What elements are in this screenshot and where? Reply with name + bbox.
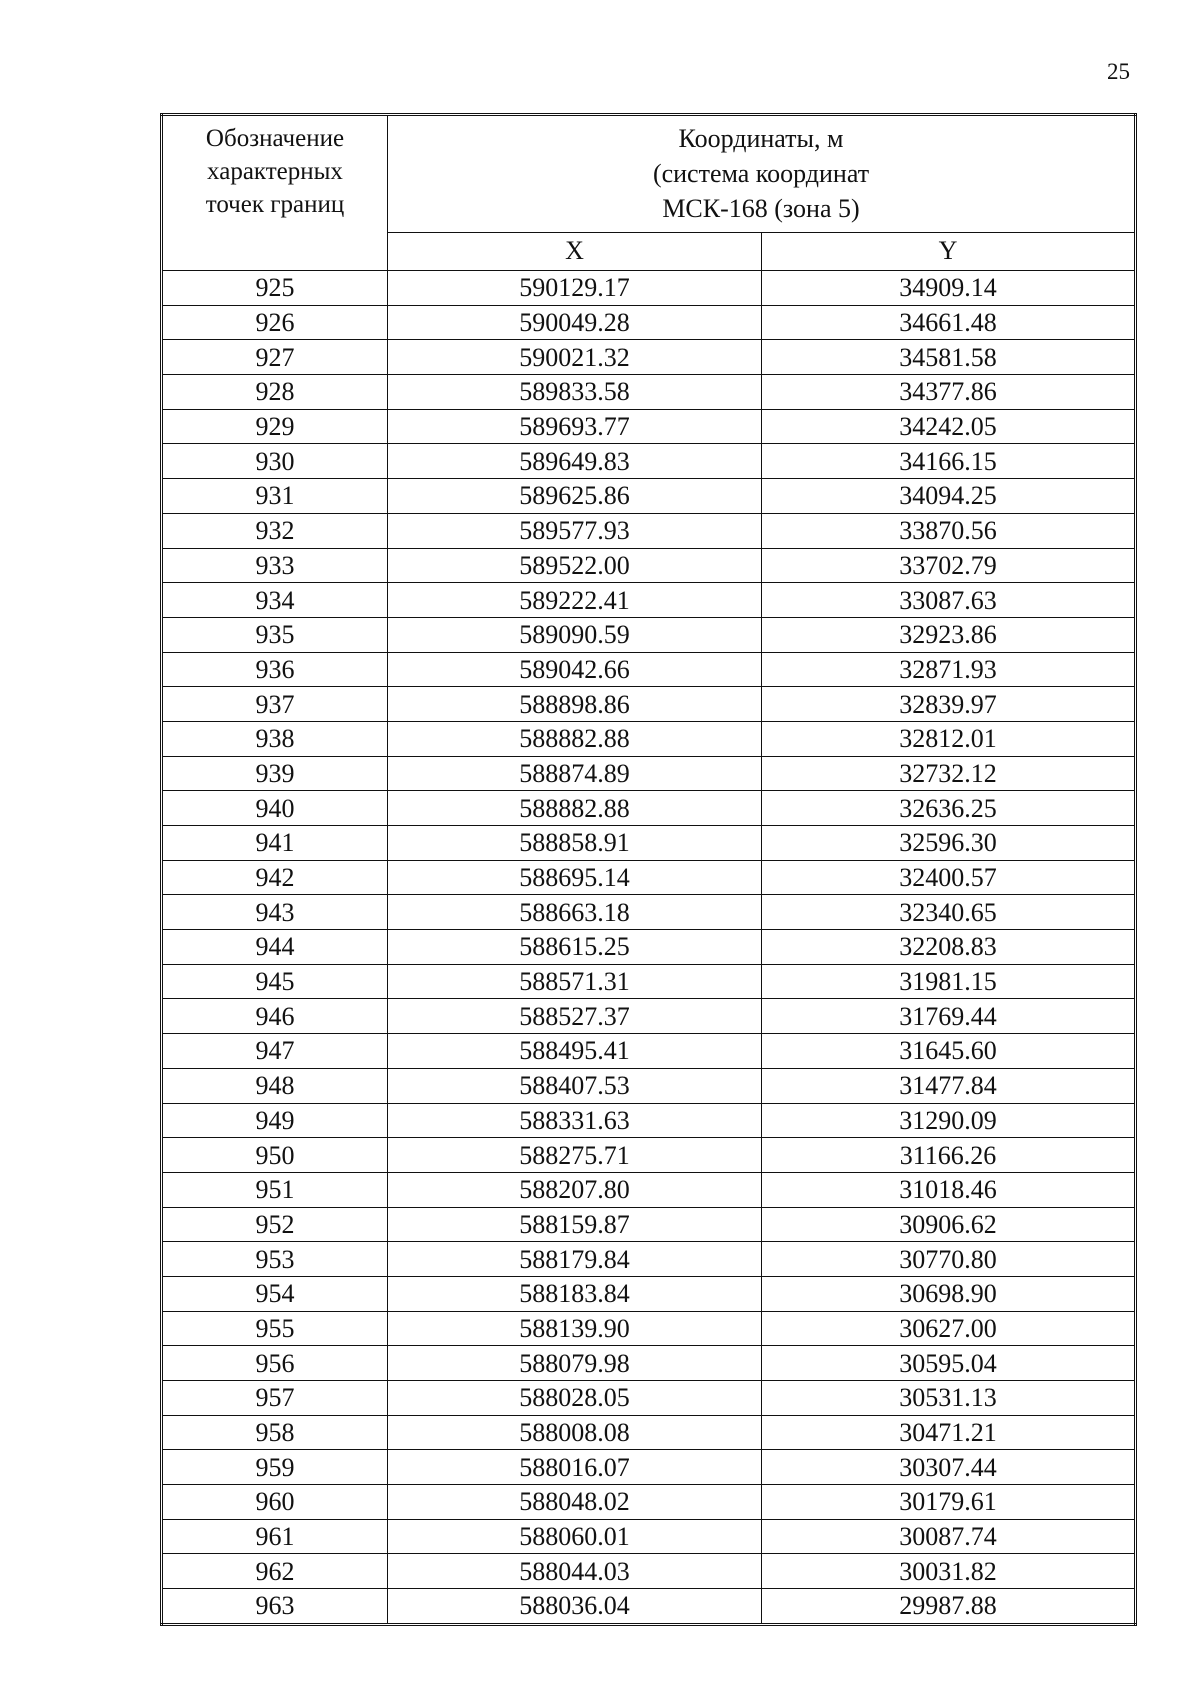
x-coordinate-cell: 588079.98	[388, 1346, 762, 1381]
point-id-cell: 954	[162, 1276, 388, 1311]
y-coordinate-cell: 30627.00	[762, 1311, 1136, 1346]
y-coordinate-cell: 31769.44	[762, 999, 1136, 1034]
x-coordinate-cell: 589693.77	[388, 409, 762, 444]
y-coordinate-cell: 31018.46	[762, 1172, 1136, 1207]
x-coordinate-cell: 589649.83	[388, 444, 762, 479]
y-coordinate-cell: 29987.88	[762, 1589, 1136, 1625]
x-coordinate-cell: 588331.63	[388, 1103, 762, 1138]
y-coordinate-cell: 34909.14	[762, 271, 1136, 306]
table-row	[162, 1276, 1136, 1311]
table-row	[162, 1172, 1136, 1207]
x-coordinate-cell: 588048.02	[388, 1485, 762, 1520]
x-coordinate-cell: 588882.88	[388, 721, 762, 756]
table-row	[162, 721, 1136, 756]
y-coordinate-cell: 30531.13	[762, 1381, 1136, 1416]
y-coordinate-cell: 33870.56	[762, 513, 1136, 548]
x-coordinate-cell: 589090.59	[388, 617, 762, 652]
table-row	[162, 375, 1136, 410]
point-id-cell: 932	[162, 513, 388, 548]
x-coordinate-cell: 588898.86	[388, 687, 762, 722]
point-id-cell: 934	[162, 583, 388, 618]
y-coordinate-cell: 34581.58	[762, 340, 1136, 375]
header-coords-line: Координаты, м	[678, 124, 844, 154]
y-coordinate-cell: 30471.21	[762, 1415, 1136, 1450]
x-coordinate-cell: 588874.89	[388, 756, 762, 791]
table-row	[162, 964, 1136, 999]
point-id-cell: 926	[162, 305, 388, 340]
table-row	[162, 1554, 1136, 1589]
point-id-cell: 944	[162, 930, 388, 965]
table-row	[162, 340, 1136, 375]
point-id-cell: 939	[162, 756, 388, 791]
x-coordinate-cell: 588060.01	[388, 1519, 762, 1554]
table-header	[162, 115, 1136, 271]
header-y: Y	[762, 232, 1136, 270]
point-id-cell: 960	[162, 1485, 388, 1520]
x-coordinate-cell: 588882.88	[388, 791, 762, 826]
table-row	[162, 1381, 1136, 1416]
header-x: X	[388, 232, 762, 270]
y-coordinate-cell: 30087.74	[762, 1519, 1136, 1554]
header-point-line: точек границ	[205, 191, 345, 218]
point-id-cell: 933	[162, 548, 388, 583]
page-number: 25	[1107, 59, 1130, 84]
table-row	[162, 1207, 1136, 1242]
table-row	[162, 617, 1136, 652]
table-row	[162, 583, 1136, 618]
y-coordinate-cell: 30698.90	[762, 1276, 1136, 1311]
y-coordinate-cell: 32839.97	[762, 687, 1136, 722]
x-coordinate-cell: 588695.14	[388, 860, 762, 895]
x-coordinate-cell: 588527.37	[388, 999, 762, 1034]
x-coordinate-cell: 589577.93	[388, 513, 762, 548]
point-id-cell: 945	[162, 964, 388, 999]
x-coordinate-cell: 589625.86	[388, 479, 762, 514]
table-row	[162, 687, 1136, 722]
point-id-cell: 937	[162, 687, 388, 722]
table-row	[162, 826, 1136, 861]
x-coordinate-cell: 588207.80	[388, 1172, 762, 1207]
table-row	[162, 1415, 1136, 1450]
x-coordinate-cell: 588663.18	[388, 895, 762, 930]
point-id-cell: 929	[162, 409, 388, 444]
point-id-cell: 925	[162, 271, 388, 306]
y-coordinate-cell: 34166.15	[762, 444, 1136, 479]
point-id-cell: 938	[162, 721, 388, 756]
x-coordinate-cell: 588407.53	[388, 1068, 762, 1103]
y-coordinate-cell: 32208.83	[762, 930, 1136, 965]
x-coordinate-cell: 588183.84	[388, 1276, 762, 1311]
header-coords-line: (система координат	[652, 159, 870, 189]
x-coordinate-cell: 588495.41	[388, 1034, 762, 1069]
table-row	[162, 1311, 1136, 1346]
point-id-cell: 956	[162, 1346, 388, 1381]
point-id-cell: 947	[162, 1034, 388, 1069]
y-coordinate-cell: 32340.65	[762, 895, 1136, 930]
table-body	[162, 271, 1136, 1625]
point-id-cell: 958	[162, 1415, 388, 1450]
x-coordinate-cell: 588615.25	[388, 930, 762, 965]
x-coordinate-cell: 588139.90	[388, 1311, 762, 1346]
table-row	[162, 860, 1136, 895]
y-coordinate-cell: 31290.09	[762, 1103, 1136, 1138]
coordinates-table	[160, 113, 1137, 1626]
point-id-cell: 927	[162, 340, 388, 375]
table-row	[162, 652, 1136, 687]
point-id-cell: 931	[162, 479, 388, 514]
table-row	[162, 1103, 1136, 1138]
y-coordinate-cell: 30770.80	[762, 1242, 1136, 1277]
point-id-cell: 950	[162, 1138, 388, 1173]
y-coordinate-cell: 30031.82	[762, 1554, 1136, 1589]
table-row	[162, 895, 1136, 930]
y-coordinate-cell: 34094.25	[762, 479, 1136, 514]
x-coordinate-cell: 589222.41	[388, 583, 762, 618]
y-coordinate-cell: 32871.93	[762, 652, 1136, 687]
table-row	[162, 444, 1136, 479]
table-row	[162, 479, 1136, 514]
table-row	[162, 1450, 1136, 1485]
x-coordinate-cell: 588159.87	[388, 1207, 762, 1242]
table-row	[162, 305, 1136, 340]
y-coordinate-cell: 32812.01	[762, 721, 1136, 756]
point-id-cell: 949	[162, 1103, 388, 1138]
y-coordinate-cell: 31645.60	[762, 1034, 1136, 1069]
header-coordinates	[388, 115, 1136, 233]
header-point-line: Обозначение	[205, 125, 345, 152]
x-coordinate-cell: 588028.05	[388, 1381, 762, 1416]
x-coordinate-cell: 588275.71	[388, 1138, 762, 1173]
point-id-cell: 961	[162, 1519, 388, 1554]
point-id-cell: 940	[162, 791, 388, 826]
point-id-cell: 935	[162, 617, 388, 652]
x-coordinate-cell: 588008.08	[388, 1415, 762, 1450]
x-coordinate-cell: 588044.03	[388, 1554, 762, 1589]
y-coordinate-cell: 32596.30	[762, 826, 1136, 861]
point-id-cell: 928	[162, 375, 388, 410]
x-coordinate-cell: 589833.58	[388, 375, 762, 410]
point-id-cell: 959	[162, 1450, 388, 1485]
table-row	[162, 1242, 1136, 1277]
x-coordinate-cell: 590021.32	[388, 340, 762, 375]
table-row	[162, 409, 1136, 444]
table-row	[162, 791, 1136, 826]
table-row	[162, 271, 1136, 306]
point-id-cell: 936	[162, 652, 388, 687]
point-id-cell: 948	[162, 1068, 388, 1103]
x-coordinate-cell: 588858.91	[388, 826, 762, 861]
table-row	[162, 999, 1136, 1034]
y-coordinate-cell: 34242.05	[762, 409, 1136, 444]
point-id-cell: 962	[162, 1554, 388, 1589]
x-coordinate-cell: 590129.17	[388, 271, 762, 306]
table-row	[162, 1346, 1136, 1381]
header-coords-line: МСК-168 (зона 5)	[662, 194, 860, 224]
x-coordinate-cell: 588036.04	[388, 1589, 762, 1625]
x-coordinate-cell: 589042.66	[388, 652, 762, 687]
point-id-cell: 941	[162, 826, 388, 861]
point-id-cell: 943	[162, 895, 388, 930]
y-coordinate-cell: 30307.44	[762, 1450, 1136, 1485]
x-coordinate-cell: 588571.31	[388, 964, 762, 999]
y-coordinate-cell: 30595.04	[762, 1346, 1136, 1381]
y-coordinate-cell: 32636.25	[762, 791, 1136, 826]
y-coordinate-cell: 32400.57	[762, 860, 1136, 895]
point-id-cell: 951	[162, 1172, 388, 1207]
y-coordinate-cell: 32732.12	[762, 756, 1136, 791]
table-row	[162, 930, 1136, 965]
table-row	[162, 756, 1136, 791]
y-coordinate-cell: 31981.15	[762, 964, 1136, 999]
point-id-cell: 946	[162, 999, 388, 1034]
point-id-cell: 955	[162, 1311, 388, 1346]
point-id-cell: 942	[162, 860, 388, 895]
y-coordinate-cell: 32923.86	[762, 617, 1136, 652]
y-coordinate-cell: 34377.86	[762, 375, 1136, 410]
table-row	[162, 1519, 1136, 1554]
table-row	[162, 1138, 1136, 1173]
table-row	[162, 1068, 1136, 1103]
point-id-cell: 930	[162, 444, 388, 479]
point-id-cell: 952	[162, 1207, 388, 1242]
table-row	[162, 1034, 1136, 1069]
x-coordinate-cell: 589522.00	[388, 548, 762, 583]
table-row	[162, 1589, 1136, 1625]
table-row	[162, 513, 1136, 548]
header-point-designation	[162, 115, 388, 271]
point-id-cell: 963	[162, 1589, 388, 1625]
point-id-cell: 957	[162, 1381, 388, 1416]
x-coordinate-cell: 590049.28	[388, 305, 762, 340]
y-coordinate-cell: 33702.79	[762, 548, 1136, 583]
y-coordinate-cell: 31477.84	[762, 1068, 1136, 1103]
x-coordinate-cell: 588016.07	[388, 1450, 762, 1485]
table-row	[162, 548, 1136, 583]
header-point-line: характерных	[207, 158, 343, 185]
y-coordinate-cell: 31166.26	[762, 1138, 1136, 1173]
table-row	[162, 1485, 1136, 1520]
y-coordinate-cell: 30179.61	[762, 1485, 1136, 1520]
x-coordinate-cell: 588179.84	[388, 1242, 762, 1277]
point-id-cell: 953	[162, 1242, 388, 1277]
y-coordinate-cell: 33087.63	[762, 583, 1136, 618]
y-coordinate-cell: 34661.48	[762, 305, 1136, 340]
y-coordinate-cell: 30906.62	[762, 1207, 1136, 1242]
